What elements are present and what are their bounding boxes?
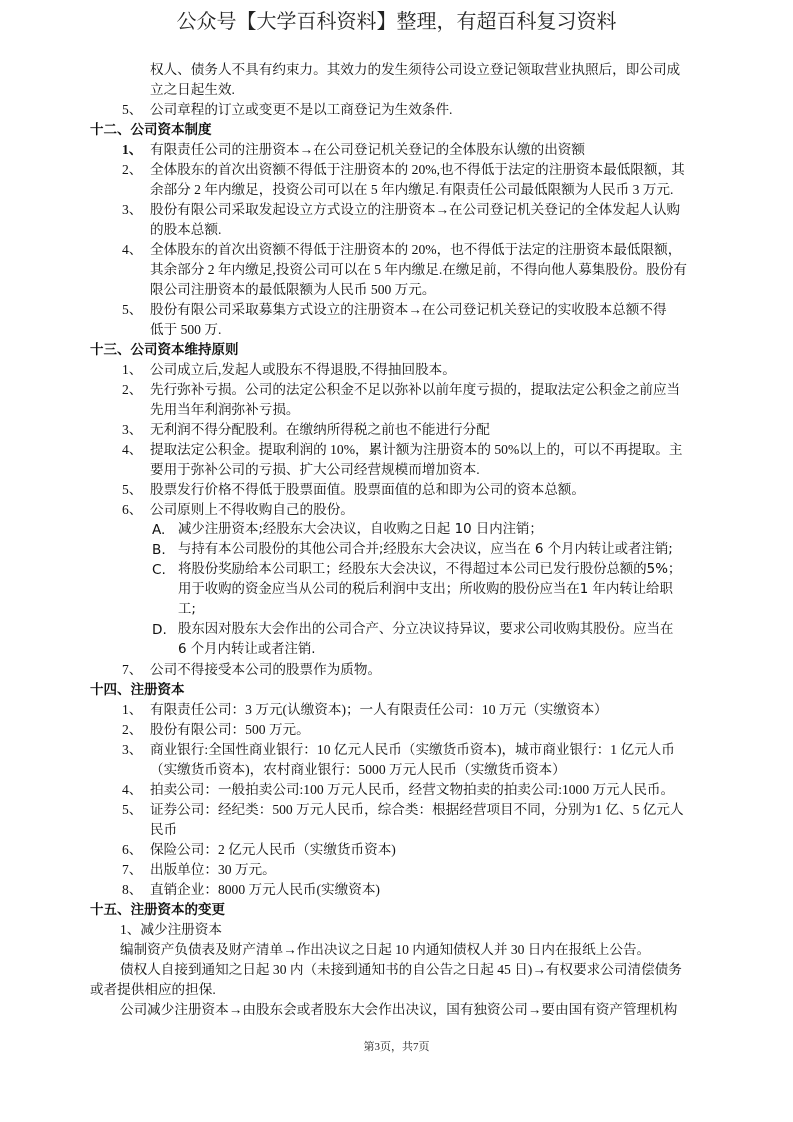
paragraph-text: 公司减少注册资本→由股东会或者股东大会作出决议，国有独资公司→要由国有资产管理机构 — [120, 1002, 678, 1017]
list-text: 证券公司：经纪类：500 万元人民币，综合类：根据经营项目不同，分别为1 亿、5 亿元人 — [150, 802, 684, 817]
list-item-line — [0, 280, 793, 300]
list-item-line — [0, 720, 793, 740]
list-item-line — [0, 600, 793, 620]
list-item-line — [0, 60, 793, 80]
list-number: 4、 — [122, 242, 143, 257]
list-number: 6、 — [122, 842, 143, 857]
list-number: C. — [152, 562, 166, 578]
list-text: 公司不得接受本公司的股票作为质物。 — [150, 662, 382, 677]
section-heading: 十四、注册资本 — [90, 682, 185, 698]
list-text: 无利润不得分配股利。在缴纳所得税之前也不能进行分配 — [150, 422, 490, 437]
list-text: 股份有限公司：500 万元。 — [150, 722, 310, 737]
list-number: 1、 — [122, 142, 143, 157]
list-text: 股东因对股东大会作出的公司合产、分立决议持异议，要求公司收购其股份。应当在 — [178, 622, 674, 637]
list-item-line — [0, 800, 793, 820]
list-text: 余部分 2 年内缴足，投资公司可以在 5 年内缴足.有限责任公司最低限额为人民币 3 万元. — [150, 182, 674, 197]
list-text: 其余部分 2 年内缴足,投资公司可以在 5 年内缴足.在缴足前，不得向他人募集股份。股份有 — [150, 262, 687, 277]
list-number: 5、 — [122, 102, 143, 117]
list-text: 公司章程的订立或变更不是以工商登记为生效条件. — [150, 102, 453, 117]
list-number: 5、 — [122, 482, 143, 497]
list-item-line — [0, 840, 793, 860]
list-item-line — [0, 700, 793, 720]
list-text: 有限责任公司的注册资本→在公司登记机关登记的全体股东认缴的出资额 — [150, 142, 585, 157]
list-text: 商业银行:全国性商业银行：10 亿元人民币（实缴货币资本)，城市商业银行：1 亿元人币 — [150, 742, 675, 757]
list-item-line — [0, 440, 793, 460]
page-footer: 第3页，共7页 — [363, 1041, 430, 1053]
list-item-line — [0, 540, 793, 560]
list-item-line — [0, 380, 793, 400]
page-header: 公众号【大学百科资料】整理，有超百科复习资料 — [176, 11, 617, 33]
list-text: 全体股东的首次出资额不得低于注册资本的 20%，也不得低于法定的注册资本最低限额， — [150, 242, 682, 257]
list-item-line — [0, 100, 793, 120]
list-text: （实缴货币资本)，农村商业银行：5000 万元人民币（实缴货币资本） — [150, 762, 566, 777]
paragraph-line — [0, 980, 793, 1000]
list-text: 直销企业：8000 万元人民币(实缴资本) — [150, 882, 380, 897]
list-item-line — [0, 160, 793, 180]
list-text: 立之日起生效. — [150, 82, 235, 97]
list-item-line — [0, 180, 793, 200]
paragraph-line — [0, 1000, 793, 1020]
list-text: 股票发行价格不得低于股票面值。股票面值的总和即为公司的资本总额。 — [150, 482, 585, 497]
list-text: 股份有限公司采取募集方式设立的注册资本→在公司登记机关登记的实收股本总额不得 — [150, 302, 667, 317]
list-item-line — [0, 420, 793, 440]
section-heading: 十三、公司资本维持原则 — [90, 342, 239, 358]
section-heading: 十五、注册资本的变更 — [90, 902, 225, 918]
list-item-line — [0, 580, 793, 600]
list-number: 4、 — [122, 782, 143, 797]
paragraph-line — [0, 920, 793, 940]
list-number: 2、 — [122, 382, 143, 397]
list-text: 用于收购的资金应当从公司的税后利润中支出；所收购的股份应当在1 年内转让给职 — [178, 582, 673, 597]
list-number: 2、 — [122, 722, 143, 737]
list-item-line — [0, 740, 793, 760]
list-item-line — [0, 660, 793, 680]
list-item-line — [0, 460, 793, 480]
document-body — [0, 60, 793, 1020]
list-item-line — [0, 880, 793, 900]
list-item-line — [0, 200, 793, 220]
list-item-line — [0, 500, 793, 520]
list-text: 将股份奖励给本公司职工；经股东大会决议，不得超过本公司已发行股份总额的5%； — [178, 562, 682, 577]
list-text: 低于 500 万. — [150, 322, 222, 337]
paragraph-text: 债权人自接到通知之日起 30 内（未接到通知书的自公告之日起 45 日)→有权要求公司清偿债务 — [120, 962, 682, 977]
list-item-line — [0, 480, 793, 500]
list-item-line — [0, 300, 793, 320]
section-heading: 十二、公司资本制度 — [90, 122, 212, 138]
list-item-line — [0, 780, 793, 800]
list-text: 民币 — [150, 822, 178, 837]
list-number: 1、 — [122, 362, 143, 377]
list-text: 减少注册资本;经股东大会决议，自收购之日起 10 日内注销； — [178, 522, 543, 537]
list-item-line — [0, 620, 793, 640]
list-text: 限公司注册资本的最低限额为人民币 500 万元。 — [150, 282, 436, 297]
list-number: 3、 — [122, 422, 143, 437]
list-number: 5、 — [122, 302, 143, 317]
paragraph-text: 1、减少注册资本 — [120, 922, 222, 937]
list-text: 先用当年利润弥补亏损。 — [150, 402, 300, 417]
list-text: 公司成立后,发起人或股东不得退股,不得抽回股本。 — [150, 362, 456, 377]
list-number: 7、 — [122, 662, 143, 677]
list-item-line — [0, 400, 793, 420]
paragraph-line — [0, 940, 793, 960]
list-item-line — [0, 360, 793, 380]
list-number: 5、 — [122, 802, 143, 817]
list-text: 全体股东的首次出资额不得低于注册资本的 20%,也不得低于法定的注册资本最低限额，其 — [150, 162, 685, 177]
list-text: 先行弥补亏损。公司的法定公积金不足以弥补以前年度亏损的，提取法定公积金之前应当 — [150, 382, 681, 397]
list-text: 6 个月内转让或者注销. — [178, 642, 316, 657]
list-item-line — [0, 520, 793, 540]
list-text: 权人、债务人不具有约束力。其效力的发生须待公司设立登记领取营业执照后，即公司成 — [150, 62, 681, 77]
list-number: 1、 — [122, 702, 143, 717]
list-text: 公司原则上不得收购自己的股份。 — [150, 502, 354, 517]
paragraph-text: 或者提供相应的担保. — [90, 982, 216, 997]
paragraph-line — [0, 960, 793, 980]
list-number: 3、 — [122, 202, 143, 217]
list-number: 8、 — [122, 882, 143, 897]
list-item-line — [0, 80, 793, 100]
list-number: 6、 — [122, 502, 143, 517]
list-item-line — [0, 140, 793, 160]
list-text: 拍卖公司：一般拍卖公司:100 万元人民币，经营文物拍卖的拍卖公司:1000 万元人民币。 — [150, 782, 675, 797]
list-number: 7、 — [122, 862, 143, 877]
list-number: 4、 — [122, 442, 143, 457]
list-number: 3、 — [122, 742, 143, 757]
list-number: 2、 — [122, 162, 143, 177]
list-number: D. — [152, 622, 167, 638]
list-number: B. — [152, 542, 166, 558]
list-item-line — [0, 260, 793, 280]
list-text: 工; — [178, 602, 196, 617]
list-number: A. — [152, 522, 166, 538]
list-item-line — [0, 760, 793, 780]
list-item-line — [0, 820, 793, 840]
list-item-line — [0, 860, 793, 880]
list-text: 提取法定公积金。提取利润的 10%，累计额为注册资本的 50%以上的，可以不再提取。主 — [150, 442, 683, 457]
list-text: 与持有本公司股份的其他公司合并;经股东大会决议，应当在 6 个月内转让或者注销; — [178, 542, 673, 557]
list-item-line — [0, 640, 793, 660]
list-item-line — [0, 560, 793, 580]
list-item-line — [0, 220, 793, 240]
list-text: 要用于弥补公司的亏损、扩大公司经营规模而增加资本. — [150, 462, 480, 477]
list-item-line — [0, 240, 793, 260]
list-text: 出版单位：30 万元。 — [150, 862, 276, 877]
list-text: 有限责任公司：3 万元(认缴资本)；一人有限责任公司：10 万元（实缴资本） — [150, 702, 608, 717]
list-text: 的股本总额. — [150, 222, 222, 237]
paragraph-text: 编制资产负债表及财产清单→作出决议之日起 10 内通知债权人并 30 日内在报纸上公告。 — [120, 942, 651, 957]
list-text: 保险公司：2 亿元人民币（实缴货币资本) — [150, 842, 396, 857]
list-text: 股份有限公司采取发起设立方式设立的注册资本→在公司登记机关登记的全体发起人认购 — [150, 202, 681, 217]
list-item-line — [0, 320, 793, 340]
